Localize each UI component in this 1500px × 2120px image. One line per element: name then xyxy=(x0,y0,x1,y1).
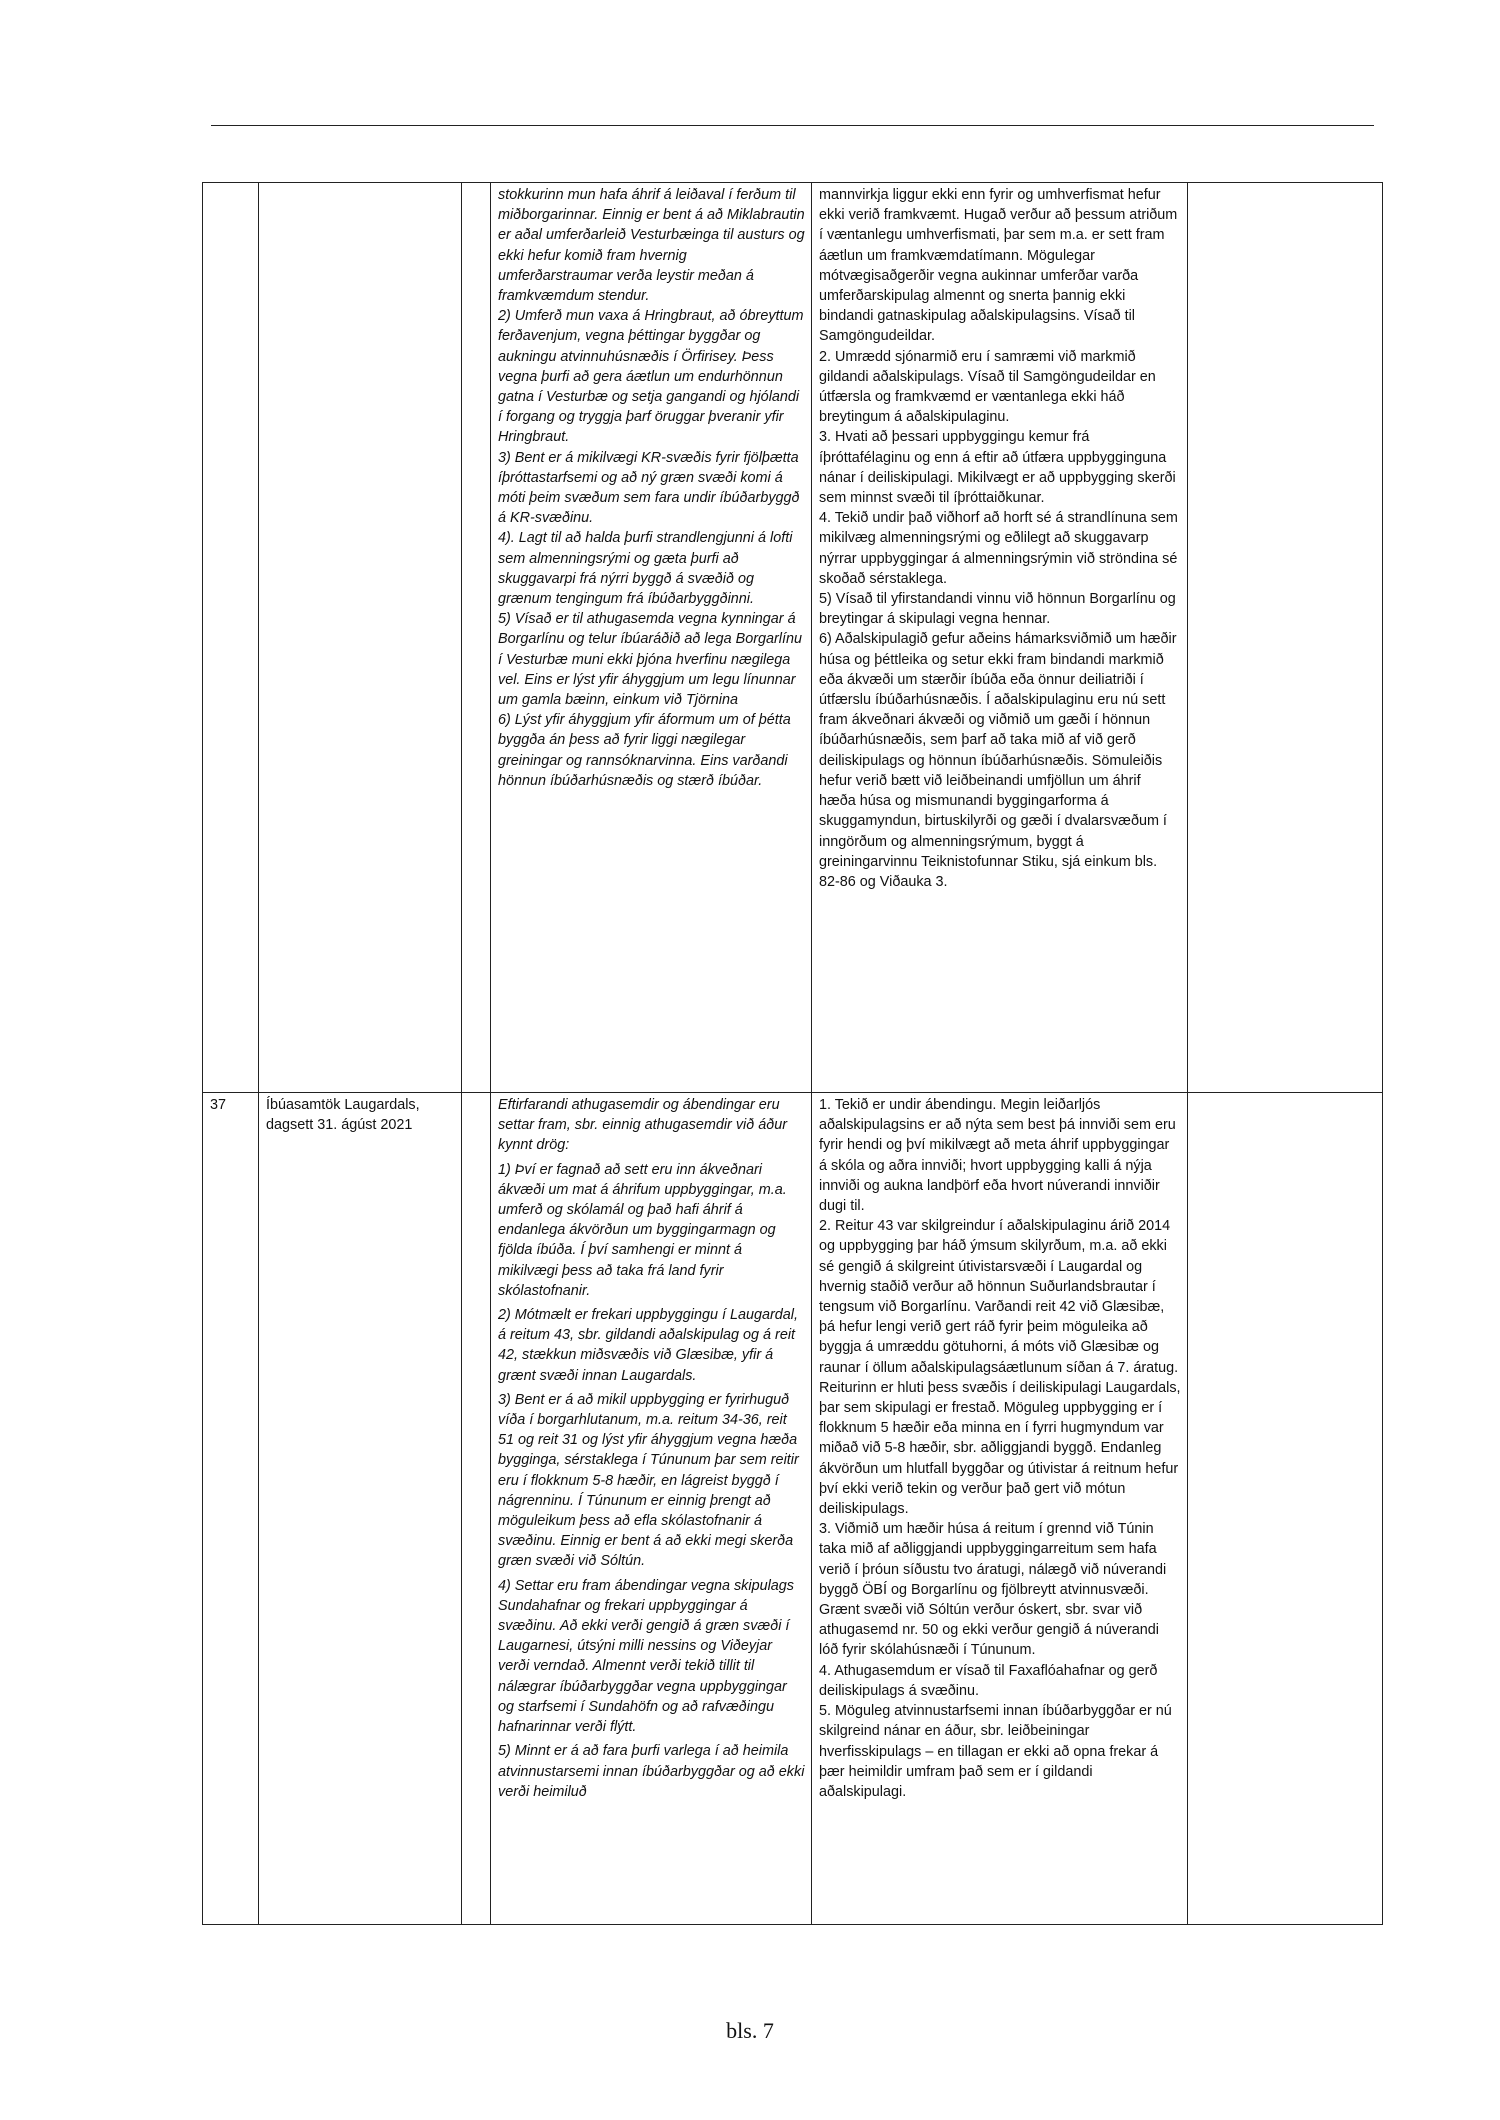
response-paragraph: 3. Hvati að þessari uppbyggingu kemur frá íþróttafélaginu og enn á eftir að útfæra uppbygginguna nánar í deiliskipulagi. Mikilvægt er að uppbygging skerði sem minnst svæði til íþróttaiðkunar. xyxy=(819,429,1176,507)
response-cell xyxy=(812,1093,1188,1925)
comment-paragraph: 4) Settar eru fram ábendingar vegna skipulags Sundahafnar og frekari uppbyggingar á svæðinu. Að ekki verði gengið á græn svæði í Laugarnesi, útsýni milli nessins og Viðeyjar verði verndað. Almennt verði tekið tillit til nálægrar íbúðarbyggðar vegna uppbyggingar og starfsemi í Sundahöfn og að rafvæðingu hafnarinnar verði flýtt. xyxy=(498,1577,794,1736)
comment-paragraph: 5) Minnt er á að fara þurfi varlega í að heimila atvinnustarsemi innan íbúðarbyggðar og að ekki verði heimiluð xyxy=(498,1743,805,1800)
comments-cell xyxy=(491,183,812,1093)
comment-paragraph: 1) Því er fagnað að sett eru inn ákveðnari ákvæði um mat á áhrifum uppbyggingar, m.a. umferð og skólamál og það hafi áhrif á endanlega ákvörðun um byggingarmagn og fjölda íbúða. Í því samhengi er minnt á mikilvægi þess að taka frá land fyrir skólastofnanir. xyxy=(498,1161,787,1299)
empty-cell xyxy=(462,1093,491,1925)
empty-cell xyxy=(462,183,491,1093)
response-paragraph: 4. Athugasemdum er vísað til Faxaflóahafnar og gerð deiliskipulags á svæðinu. xyxy=(819,1662,1158,1699)
table-row xyxy=(203,1093,1383,1925)
sender-cell: Íbúasamtök Laugardals, dagsett 31. ágúst 2021 xyxy=(259,1093,462,1925)
response-paragraph: 1. Tekið er undir ábendingu. Megin leiðarljós aðalskipulagsins er að nýta sem best þá innviði sem eru fyrir hendi og því mikilvægt að meta áhrif uppbyggingar á skóla og aðra innviði; hvort uppbygging kalli á nýja innviði og aukna landþörf eða hvort núverandi innviðir dugi til. xyxy=(819,1097,1176,1215)
row-number-cell xyxy=(203,183,259,1093)
comment-paragraph: 2) Mótmælt er frekari uppbyggingu í Laugardal, á reitum 43, sbr. gildandi aðalskipulag og á reit 42, stækkun miðsvæðis við Glæsibæ, yfir á grænt svæði innan Laugardals. xyxy=(498,1307,798,1384)
table-row xyxy=(203,183,1383,1093)
comment-paragraph: 4). Lagt til að halda þurfi strandlengjunni á lofti sem almenningsrými og gæta þurfi að skuggavarpi frá nýrri byggð á svæðið og grænum tengingum frá íbúðarbyggðinni. xyxy=(498,530,793,608)
response-paragraph: 5. Möguleg atvinnustarfsemi innan íbúðarbyggðar er nú skilgreind nánar en áður, sbr. leiðbeiningar hverfisskipulags – en tillagan er ekki að opna frekar á þær heimildir umfram það sem er í gildandi aðalskipulagi. xyxy=(819,1703,1172,1800)
comments-table xyxy=(202,182,1383,1925)
comment-paragraph: 3) Bent er á mikilvægi KR-svæðis fyrir fjölþætta íþróttastarfsemi og að ný græn svæði komi á móti þeim svæðum sem fara undir íbúðarbyggð á KR-svæðinu. xyxy=(498,449,800,527)
comment-paragraph: 6) Lýst yfir áhyggjum yfir áformum um of þétta byggða án þess að fyrir liggi nægilegar greiningar og rannsóknarvinna. Eins varðandi hönnun íbúðarhúsnæðis og stærð íbúðar. xyxy=(498,712,791,789)
response-paragraph: 4. Tekið undir það viðhorf að horft sé á strandlínuna sem mikilvæg almenningsrými og eðlilegt að skuggavarp nýrrar uppbyggingar á almenningsrýmin við ströndina sé skoðað sérstaklega. xyxy=(819,510,1178,587)
header-rule xyxy=(211,125,1374,126)
comment-paragraph: 3) Bent er á að mikil uppbygging er fyrirhuguð víða í borgarhlutanum, m.a. reitum 34-36, reit 51 og reit 31 og lýst yfir áhyggjum vegna hæða bygginga, sérstaklega í Túnunum þar sem reitir eru í flokknum 5-8 hæðir, en lágreist byggð í nágrenninu. Í Túnunum er einnig þrengt að möguleikum þess að efla skólastofnanir á svæðinu. Einnig er bent á að ekki megi skerða græn svæði við Sóltún. xyxy=(498,1391,799,1570)
comment-paragraph: 2) Umferð mun vaxa á Hringbraut, að óbreyttum ferðavenjum, vegna þéttingar byggðar og aukningu atvinnuhúsnæðis í Örfirisey. Þess vegna þurfi að gera áætlun um endurhönnun gatna í Vesturbæ og setja gangandi og hjólandi í forgang og tryggja þarf öruggar þveranir yfir Hringbraut. xyxy=(498,308,804,446)
comment-paragraph: Eftirfarandi athugasemdir og ábendingar eru settar fram, sbr. einnig athugasemdir við áður kynnt drög: xyxy=(498,1097,788,1154)
notes-cell xyxy=(1188,183,1383,1093)
comment-paragraph: 5) Vísað er til athugasemda vegna kynningar á Borgarlínu og telur íbúaráðið að lega Borgarlínu í Vesturbæ muni ekki þjóna hverfinu nægilega vel. Eins er lýst yfir áhyggjum um legu línunnar um gamla bæinn, einkum við Tjörnina xyxy=(498,611,803,709)
comment-paragraph: stokkurinn mun hafa áhrif á leiðaval í ferðum til miðborgarinnar. Einnig er bent á að Miklabrautin er aðal umferðarleið Vesturbæinga til austurs og ekki hefur komið fram hvernig umferðarstraumar verða leystir meðan á framkvæmdum stendur. xyxy=(498,187,805,305)
page-number: bls. 7 xyxy=(726,2018,774,2043)
sender-cell xyxy=(259,183,462,1093)
response-paragraph: 2. Reitur 43 var skilgreindur í aðalskipulaginu árið 2014 og uppbygging þar háð ýmsum skilyrðum, m.a. að ekki sé gengið á skilgreint útivistarsvæði í Laugardal og hvernig staðið verður að hönnun Suðurlandsbrautar í tengsum við Borgarlínu. Varðandi reit 42 við Glæsibæ, þá hefur lengi verið gert ráð fyrir þeim möguleika að byggja á umræddu götuhorni, á móts við Glæsibæ og raunar í öllum aðalskipulagsáætlunum síðan á 7. áratug. Reiturinn er hluti þess svæðis í deiliskipulagi Laugardals, þar sem skipulagi er frestað. Möguleg uppbygging er í flokknum 5 hæðir eða minna en í fyrri hugmyndum var miðað við 5-8 hæðir, sbr. aðliggjandi byggð. Endanleg ákvörðun um hlutfall byggðar og útivistar á reitnum hefur því ekki verið tekin og verður það gert við mótun deiliskipulags. xyxy=(819,1218,1181,1518)
comments-cell xyxy=(491,1093,812,1925)
row-number-cell: 37 xyxy=(203,1093,259,1925)
response-cell xyxy=(812,183,1188,1093)
response-paragraph: 6) Aðalskipulagið gefur aðeins hámarksviðmið um hæðir húsa og þéttleika og setur ekki fram bindandi markmið eða ákvæði um stærðir íbúða eða önnur deiliatriði í útfærslu íbúðarhúsnæðis. Í aðalskipulaginu eru nú sett fram ákveðnari ákvæði og viðmið um gæði í hönnun íbúðarhúsnæðis, sem þarf að taka mið af við gerð deiliskipulags og hönnun íbúðarhúsnæðis. Sömuleiðis hefur verið bætt við leiðbeinandi umfjöllun um áhrif hæða húsa og mismunandi byggingarforma á skuggamyndun, birtuskilyrði og gæði í dvalarsvæðum í inngörðum og almenningsrýmum, byggt á greiningarvinnu Teiknistofunnar Stiku, sjá einkum bls. 82-86 og Viðauka 3. xyxy=(819,631,1177,890)
response-paragraph: mannvirkja liggur ekki enn fyrir og umhverfismat hefur ekki verið framkvæmt. Hugað verður að þessum atriðum í væntanlegu umhverfismati, þar sem m.a. er sett fram áætlun um framkvæmdatímann. Mögulegar mótvægisaðgerðir vegna aukinnar umferðar varða umferðarskipulag almennt og snerta þannig ekki bindandi gatnaskipulag aðalskipulagsins. Vísað til Samgöngudeildar. xyxy=(819,187,1178,345)
response-paragraph: 5) Vísað til yfirstandandi vinnu við hönnun Borgarlínu og breytingar á skipulagi vegna hennar. xyxy=(819,591,1176,628)
response-paragraph: 3. Viðmið um hæðir húsa á reitum í grennd við Túnin taka mið af aðliggjandi uppbyggingarreitum sem hafa verið í þróun síðustu tvo áratugi, nálægð við núverandi byggð ÖBÍ og Borgarlínu og fjölbreytt atvinnusvæði. Grænt svæði við Sóltún verður óskert, sbr. svar við athugasemd nr. 50 og ekki verður gengið á núverandi lóð fyrir skólahúsnæði í Túnunum. xyxy=(819,1521,1167,1659)
response-paragraph: 2. Umrædd sjónarmið eru í samræmi við markmið gildandi aðalskipulags. Vísað til Samgöngudeildar en útfærsla og framkvæmd er væntanlega ekki háð breytingum á aðalskipulaginu. xyxy=(819,348,1156,426)
notes-cell xyxy=(1188,1093,1383,1925)
